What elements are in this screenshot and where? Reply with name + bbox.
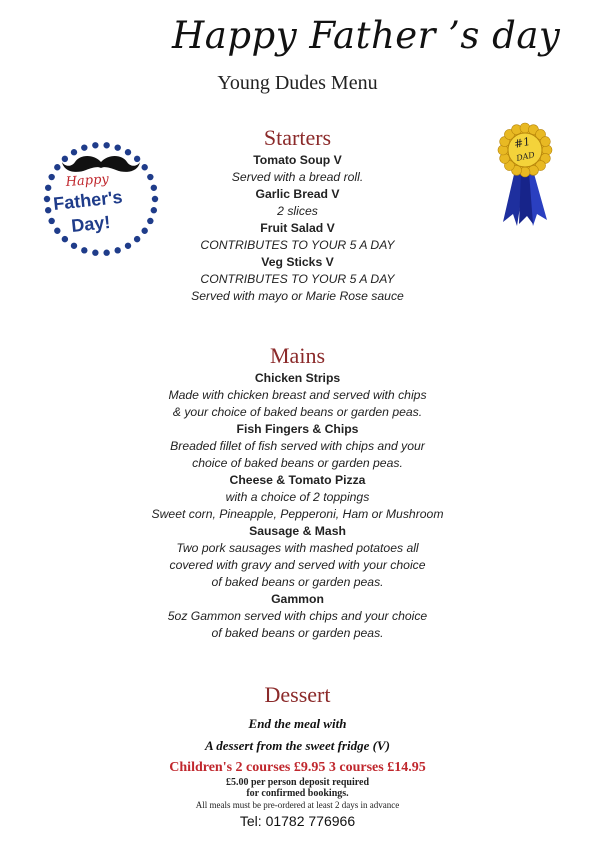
starter-item-name: Tomato Soup V: [253, 153, 342, 167]
main-item-description: Breaded fillet of fish served with chips and your: [170, 439, 425, 453]
price-line: Children's 2 courses £9.95 3 courses £14.95: [169, 760, 426, 775]
mains-list: [0, 370, 595, 642]
starter-item-description: CONTRIBUTES TO YOUR 5 A DAY: [200, 238, 395, 252]
main-item-name: Chicken Strips: [254, 371, 341, 385]
main-item-name: Fish Fingers & Chips: [236, 422, 359, 436]
main-item-name: Gammon: [271, 592, 324, 606]
main-item-description: choice of baked beans or garden peas.: [192, 456, 403, 470]
deposit-line-2: for confirmed bookings.: [246, 788, 349, 799]
main-item-name: Cheese & Tomato Pizza: [229, 473, 366, 487]
main-item-description: Made with chicken breast and served with chips: [168, 388, 427, 402]
preorder-note: All meals must be pre-ordered at least 2 days in advance: [195, 800, 400, 810]
menu-subtitle-text: Young Dudes Menu: [217, 72, 378, 94]
main-item-description: Sweet corn, Pineapple, Pepperoni, Ham or Mushroom: [151, 507, 444, 521]
telephone: Tel: 01782 776966: [239, 813, 356, 829]
dessert-heading: Dessert: [264, 682, 331, 707]
starter-item-name: Fruit Salad V: [260, 221, 335, 235]
starter-item-name: Garlic Bread V: [255, 187, 340, 201]
badge-day: Day!: [70, 212, 112, 236]
deposit-line-1: £5.00 per person deposit required: [225, 777, 370, 788]
main-item-description: covered with gravy and served with your choice: [169, 558, 426, 572]
main-item-name: Sausage & Mash: [249, 524, 346, 538]
badge-happy: Happy: [65, 172, 110, 190]
main-item-description: 5oz Gammon served with chips and your choice: [167, 609, 428, 623]
starter-item-name: Veg Sticks V: [261, 255, 334, 269]
main-item-description: with a choice of 2 toppings: [225, 490, 370, 504]
dessert-intro: End the meal with: [248, 716, 347, 731]
main-item-description: of baked beans or garden peas.: [211, 626, 384, 640]
deposit-note: [0, 777, 595, 799]
main-item-description: Two pork sausages with mashed potatoes all: [176, 541, 419, 555]
menu-subtitle: [0, 72, 595, 95]
starters-list: [0, 152, 595, 305]
starters-heading: Starters: [263, 125, 332, 150]
main-item-description: & your choice of baked beans or garden peas.: [172, 405, 423, 419]
main-item-description: of baked beans or garden peas.: [211, 575, 384, 589]
rosette-dad: DAD: [515, 150, 536, 163]
starter-item-description: Served with mayo or Marie Rose sauce: [191, 289, 404, 303]
starter-item-description: 2 slices: [277, 204, 318, 218]
starter-item-description: CONTRIBUTES TO YOUR 5 A DAY: [200, 272, 395, 286]
badge-fathers: Father's: [52, 186, 124, 214]
page-title: Happy Father ’s day: [172, 14, 561, 57]
starter-item-description: Served with a bread roll.: [231, 170, 364, 184]
mains-heading: Mains: [270, 343, 325, 368]
rosette-number: #1: [512, 134, 532, 151]
dessert-description: A dessert from the sweet fridge (V): [205, 738, 390, 753]
